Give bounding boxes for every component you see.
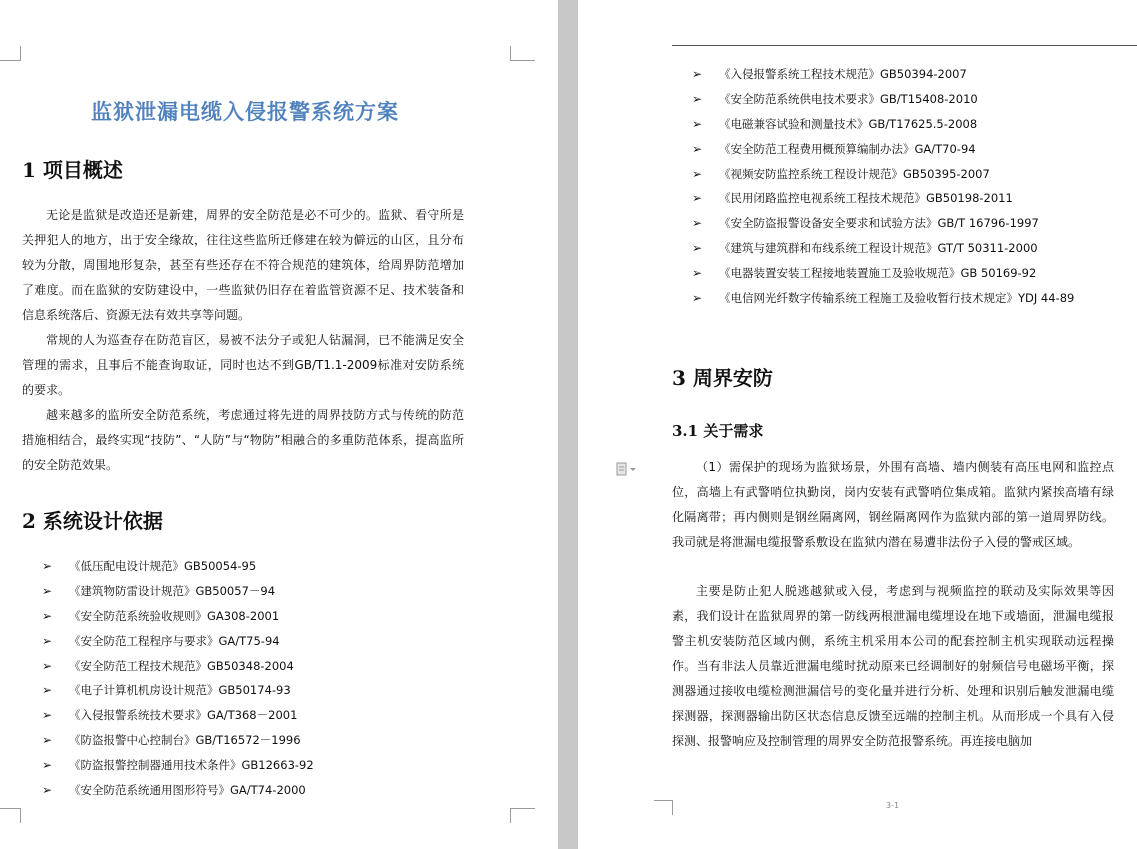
reference-text: 《电信网光纤数字传输系统工程施工及验收暂行技术规定》YDJ 44-89 bbox=[719, 291, 1075, 306]
arrow-bullet-icon: ➢ bbox=[692, 141, 703, 156]
arrow-bullet-icon: ➢ bbox=[42, 559, 53, 573]
reference-item bbox=[692, 286, 1132, 311]
arrow-bullet-icon: ➢ bbox=[692, 166, 703, 181]
reference-item bbox=[692, 87, 1132, 112]
arrow-bullet-icon: ➢ bbox=[42, 733, 53, 748]
arrow-bullet-icon: ➢ bbox=[692, 67, 703, 81]
reference-list-continued bbox=[692, 62, 1132, 311]
section-3-1-heading: 3.1 关于需求 bbox=[672, 422, 764, 440]
reference-text: 《建筑与建筑群和布线系统工程设计规范》GT/T 50311-2000 bbox=[719, 241, 1038, 256]
margin-corner-marker bbox=[654, 800, 673, 815]
reference-item bbox=[42, 778, 502, 803]
reference-item bbox=[42, 554, 502, 579]
reference-item bbox=[692, 62, 1132, 87]
reference-item bbox=[42, 678, 502, 703]
margin-corner-marker bbox=[510, 46, 535, 61]
margin-corner-marker bbox=[0, 46, 21, 61]
header-rule bbox=[672, 45, 1137, 46]
reference-text: 《安全防范工程技术规范》GB50348-2004 bbox=[69, 658, 294, 673]
reference-text: 《电子计算机机房设计规范》GB50174-93 bbox=[69, 683, 291, 698]
arrow-bullet-icon: ➢ bbox=[692, 241, 703, 256]
arrow-bullet-icon: ➢ bbox=[692, 116, 703, 131]
reference-text: 《入侵报警系统工程技术规范》GB50394-2007 bbox=[719, 67, 967, 81]
body-paragraph: （1）需保护的现场为监狱场景，外围有高墙、墙内侧装有高压电网和监控点位，高墙上有武警哨位执勤岗，岗内安装有武警哨位集成箱。监狱内紧挨高墙有绿化隔离带；再内侧则是钢丝隔离网，钢丝隔离网作为监狱内部的第一道周界防线。我司就是将泄漏电缆报警系敷设在监狱内潜在易遭非法份子入侵的警戒区域。 bbox=[672, 460, 1114, 549]
reference-item bbox=[692, 162, 1132, 187]
reference-item bbox=[692, 186, 1132, 211]
arrow-bullet-icon: ➢ bbox=[42, 583, 53, 598]
arrow-bullet-icon: ➢ bbox=[42, 658, 53, 673]
reference-text: 《建筑物防雷设计规范》GB50057－94 bbox=[69, 583, 276, 598]
reference-text: 《防盗报警中心控制台》GB/T16572－1996 bbox=[69, 733, 301, 748]
reference-text: 《安全防范工程费用概预算编制办法》GA/T70-94 bbox=[719, 141, 976, 156]
left-page bbox=[0, 0, 558, 849]
arrow-bullet-icon: ➢ bbox=[692, 216, 703, 231]
document-dropdown-icon[interactable] bbox=[616, 462, 638, 476]
reference-item bbox=[42, 629, 502, 654]
reference-text: 《防盗报警控制器通用技术条件》GB12663-92 bbox=[69, 758, 314, 773]
document-title: 监狱泄漏电缆入侵报警系统方案 bbox=[91, 99, 399, 124]
reference-text: 《视频安防监控系统工程设计规范》GB50395-2007 bbox=[719, 166, 990, 181]
arrow-bullet-icon: ➢ bbox=[42, 758, 53, 773]
arrow-bullet-icon: ➢ bbox=[42, 783, 53, 798]
body-paragraph: 无论是监狱是改造还是新建，周界的安全防范是必不可少的。监狱、看守所是关押犯人的地方，出于安全缘故，往往这些监所迁修建在较为僻远的山区，且分布较为分散，周围地形复杂，甚至有些还存在不符合规范的建筑体，给周界防范增加了难度。而在监狱的安防建设中，一些监狱仍旧存在着监管资源不足、技术装备和信息系统落后、资源无法有效共享等问题。 bbox=[22, 208, 464, 322]
section-3-heading: 3 周界安防 bbox=[672, 366, 773, 390]
reference-item bbox=[692, 211, 1132, 236]
reference-text: 《电器装置安装工程接地装置施工及验收规范》GB 50169-92 bbox=[719, 266, 1037, 281]
reference-text: 《电磁兼容试验和测量技术》GB/T17625.5-2008 bbox=[719, 116, 978, 131]
arrow-bullet-icon: ➢ bbox=[42, 708, 53, 723]
body-paragraph: 越来越多的监所安全防范系统，考虑通过将先进的周界技防方式与传统的防范措施相结合，最终实现“技防”、“人防”与“物防”相融合的多重防范体系，提高监所的安全防范效果。 bbox=[22, 408, 464, 472]
margin-corner-marker bbox=[0, 808, 21, 823]
reference-text: 《入侵报警系统技术要求》GA/T368－2001 bbox=[69, 708, 298, 723]
reference-item bbox=[692, 261, 1132, 286]
reference-item bbox=[42, 703, 502, 728]
arrow-bullet-icon: ➢ bbox=[692, 191, 703, 206]
reference-item bbox=[42, 753, 502, 778]
reference-text: 《民用闭路监控电视系统工程技术规范》GB50198-2011 bbox=[719, 191, 1013, 206]
arrow-bullet-icon: ➢ bbox=[692, 91, 703, 106]
arrow-bullet-icon: ➢ bbox=[42, 608, 53, 623]
arrow-bullet-icon: ➢ bbox=[42, 683, 53, 698]
reference-item bbox=[692, 112, 1132, 137]
page-number: 3-1 bbox=[886, 801, 900, 810]
reference-text: 《安全防范系统通用图形符号》GA/T74-2000 bbox=[69, 783, 306, 798]
section-1-heading: 1 项目概述 bbox=[22, 158, 123, 182]
reference-item bbox=[692, 236, 1132, 261]
arrow-bullet-icon: ➢ bbox=[42, 633, 53, 648]
reference-item bbox=[692, 137, 1132, 162]
section-2-heading: 2 系统设计依据 bbox=[22, 509, 163, 533]
body-paragraph: 常规的人为巡查存在防范盲区，易被不法分子或犯人钻漏洞，已不能满足安全管理的需求，且事后不能查询取证，同时也达不到GB/T1.1-2009标准对安防系统的要求。 bbox=[22, 333, 464, 397]
reference-text: 《安全防范系统验收规则》GA308-2001 bbox=[69, 608, 280, 623]
reference-item bbox=[42, 604, 502, 629]
reference-item bbox=[42, 728, 502, 753]
reference-text: 《低压配电设计规范》GB50054-95 bbox=[69, 559, 257, 573]
reference-item bbox=[42, 579, 502, 604]
body-paragraph: 主要是防止犯人脱逃越狱或入侵，考虑到与视频监控的联动及实际效果等因素，我们设计在监狱周界的第一防线两根泄漏电缆埋设在地下或墙面，泄漏电缆报警主机安装防范区域内侧，系统主机采用本公司的配套控制主机实现联动远程操作。当有非法人员靠近泄漏电缆时扰动原来已经调制好的射频信号电磁场平衡，探测器通过接收电缆检测泄漏信号的变化量并进行分析、处理和识别后触发泄漏电缆探测器，探测器输出防区状态信息反馈至远端的控制主机。从而形成一个具有入侵探测、报警响应及控制管理的周界安全防范报警系统。再连接电脑加 bbox=[672, 584, 1114, 748]
reference-list bbox=[42, 554, 502, 803]
arrow-bullet-icon: ➢ bbox=[692, 291, 703, 306]
reference-text: 《安全防盗报警设备安全要求和试验方法》GB/T 16796-1997 bbox=[719, 216, 1039, 231]
reference-item bbox=[42, 654, 502, 679]
reference-text: 《安全防范系统供电技术要求》GB/T15408-2010 bbox=[719, 91, 978, 106]
reference-text: 《安全防范工程程序与要求》GA/T75-94 bbox=[69, 633, 280, 648]
arrow-bullet-icon: ➢ bbox=[692, 266, 703, 281]
margin-corner-marker bbox=[510, 808, 535, 823]
